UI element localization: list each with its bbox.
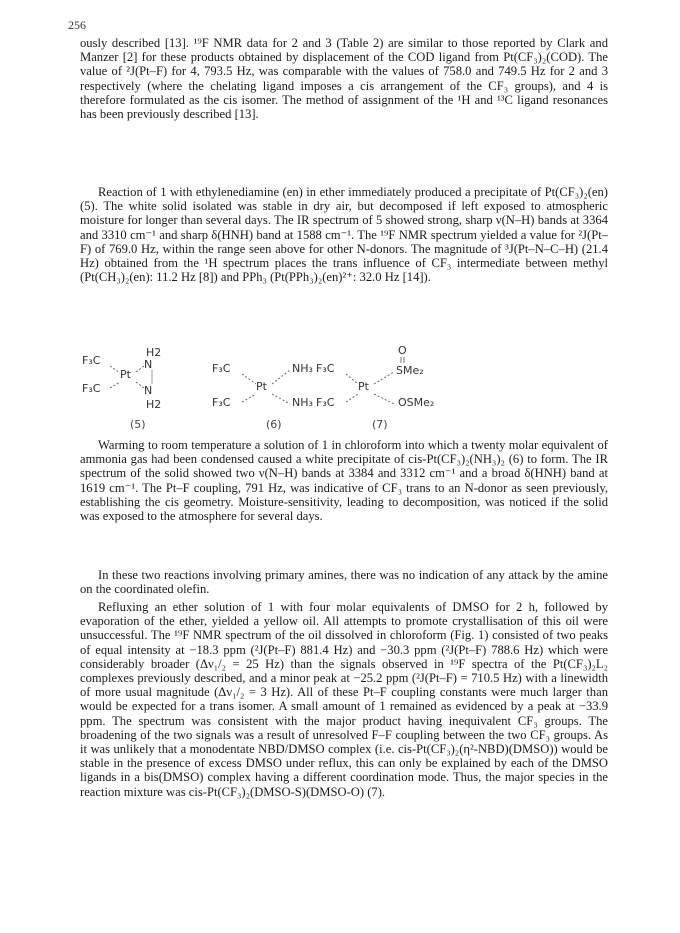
structure-6-right-bottom: NH₃	[292, 396, 313, 409]
structure-7-bond-1	[346, 374, 358, 384]
structure-7-metal: Pt	[358, 380, 369, 393]
structure-6-label: (6)	[266, 418, 282, 430]
structure-7-left-bottom: F₃C	[316, 396, 335, 409]
structure-7-right-bottom: OSMe₂	[398, 396, 435, 409]
structure-5-left-top: F₃C	[82, 354, 101, 367]
structure-6-bond-3	[272, 370, 290, 384]
structure-7	[316, 346, 434, 430]
structures-svg	[80, 346, 608, 430]
paragraph-2	[80, 185, 608, 284]
structure-6-bond-4	[272, 394, 290, 404]
paragraph-1-text: ously described [13]. ¹⁹F NMR data for 2 and 3 (Table 2) are similar to those reported by Clark and Manzer [2] for these products obtained by displacement of the COD ligand from Pt(CF₃)₂(COD). The value of ²J(Pt–F) for 4, 793.5 Hz, was comparable with the values of 758.0 and 749.5 Hz for 2 and 3 respectively (where the chelating ligand imposes a cis arrangement of the CF₃ groups), and 4 is therefore formulated as the cis isomer. The method of assignment of the ¹H and ¹³C ligand resonances has been previously described [13].	[80, 36, 608, 122]
structure-5-right-bottom: H2	[146, 398, 162, 411]
paragraph-4-text: In these two reactions involving primary amines, there was no indication of any attack by the amine on the coordinated olefin.	[80, 568, 608, 597]
paragraph-3-text: Warming to room temperature a solution of 1 in chloroform into which a twenty molar equivalent of ammonia gas had been condensed caused a white precipitate of cis-Pt(CF₃)₂(NH₃)₂ (6) to form. The IR spectrum of the solid showed two ν(N–H) bands at 3384 and 3312 cm⁻¹ and a broad δ(HNH) band at 1619 cm⁻¹. The Pt–F coupling, 791 Hz, was indicative of CF₃ trans to an N-donor as seen previously, establishing the cis geometry. Moisture-sensitivity, leading to decomposition, was noticed if the solid was exposed to the atmosphere for several days.	[80, 438, 608, 524]
structure-5-left-bottom: F₃C	[82, 382, 101, 395]
structure-5-right-top: H2	[146, 346, 162, 359]
structure-7-oxygen: O	[398, 346, 407, 357]
structure-5-metal: Pt	[120, 368, 131, 381]
paragraph-3	[80, 438, 608, 523]
structure-6	[212, 362, 313, 430]
paragraph-2-text: Reaction of 1 with ethylenediamine (en) in ether immediately produced a precipitate of Pt(CF₃)₂(en) (5). The white solid isolated was stable in dry air, but decomposed if left exposed to atmospheric moisture for longer than several days. The IR spectrum of 5 showed strong, sharp ν(N–H) bands at 3364 and 3310 cm⁻¹ and sharp δ(HNH) band at 1588 cm⁻¹. The ¹⁹F NMR spectrum yielded a value for ²J(Pt–F) of 769.0 Hz, within the range seen above for other N-donors. The magnitude of ³J(Pt–N–C–H) (21.4 Hz) obtained from the ¹H spectrum places the trans influence of CF₃ intermediate between methyl (Pt(CH₃)₂(en): 11.2 Hz [8]) and PPh₃ (Pt(PPh₃)₂(en)²⁺: 32.0 Hz [14]).	[80, 185, 608, 285]
structure-7-bond-3	[374, 372, 394, 384]
structure-7-bond-2	[346, 394, 358, 402]
structure-7-right-top: SMe₂	[396, 364, 424, 377]
structure-5-bond-1	[110, 366, 120, 373]
structure-6-bond-1	[242, 374, 256, 384]
paragraph-1	[80, 36, 608, 121]
structure-6-left-top: F₃C	[212, 362, 231, 375]
structure-7-bond-4	[374, 394, 394, 404]
structure-5	[82, 346, 161, 430]
structure-7-label: (7)	[372, 418, 388, 430]
paragraph-4	[80, 568, 608, 596]
structure-7-left-top: F₃C	[316, 362, 335, 375]
paragraph-5	[80, 600, 608, 799]
page-number: 256	[68, 18, 86, 32]
structure-6-bond-2	[242, 394, 256, 402]
structure-5-n-top: N	[144, 358, 153, 371]
structure-5-bond-3	[136, 366, 144, 372]
structure-5-bond-2	[110, 382, 120, 388]
structure-5-bond-4	[136, 382, 144, 388]
structure-5-n-bottom: N	[144, 384, 153, 397]
chemical-structures-figure	[80, 346, 608, 430]
structure-5-label: (5)	[130, 418, 146, 430]
structure-6-right-top: NH₃	[292, 362, 313, 375]
structure-6-metal: Pt	[256, 380, 267, 393]
paragraph-5-text: Refluxing an ether solution of 1 with four molar equivalents of DMSO for 2 h, followed by evaporation of the ether, yielded a yellow oil. All attempts to promote crystallisation of this oil were unsuccessful. The ¹⁹F NMR spectrum of the oil dissolved in chloroform (Fig. 1) consisted of two peaks of equal intensity at −18.3 ppm (²J(Pt–F) 881.4 Hz) and −30.3 ppm (²J(Pt–F) 788.6 Hz) which were considerably broader (Δν₁/₂ = 25 Hz) than the signals observed in ¹⁹F spectra of the Pt(CF₃)₂L₂ complexes previously described, and a minor peak at −25.2 ppm (²J(Pt–F) = 710.5 Hz) with a linewidth of more usual magnitude (Δν₁/₂ = 3 Hz). All of these Pt–F coupling constants were much larger than would be expected for a trans isomer. A small amount of 1 remained as evidenced by a peak at −33.9 ppm. The spectrum was consistent with the major product having inequivalent CF₃ groups. The broadening of the two signals was a result of unresolved F–F coupling between the two CF₃ groups. As it was unlikely that a monodentate NBD/DMSO complex (i.e. cis-Pt(CF₃)₂(η²-NBD)(DMSO)) would be stable in the presence of excess DMSO under reflux, this can only be explained by each of the DMSO ligands in a bis(DMSO) complex having a different coordination mode. Thus, the major species in the reaction mixture was cis-Pt(CF₃)₂(DMSO-S)(DMSO-O) (7).	[80, 600, 608, 799]
structure-6-left-bottom: F₃C	[212, 396, 231, 409]
